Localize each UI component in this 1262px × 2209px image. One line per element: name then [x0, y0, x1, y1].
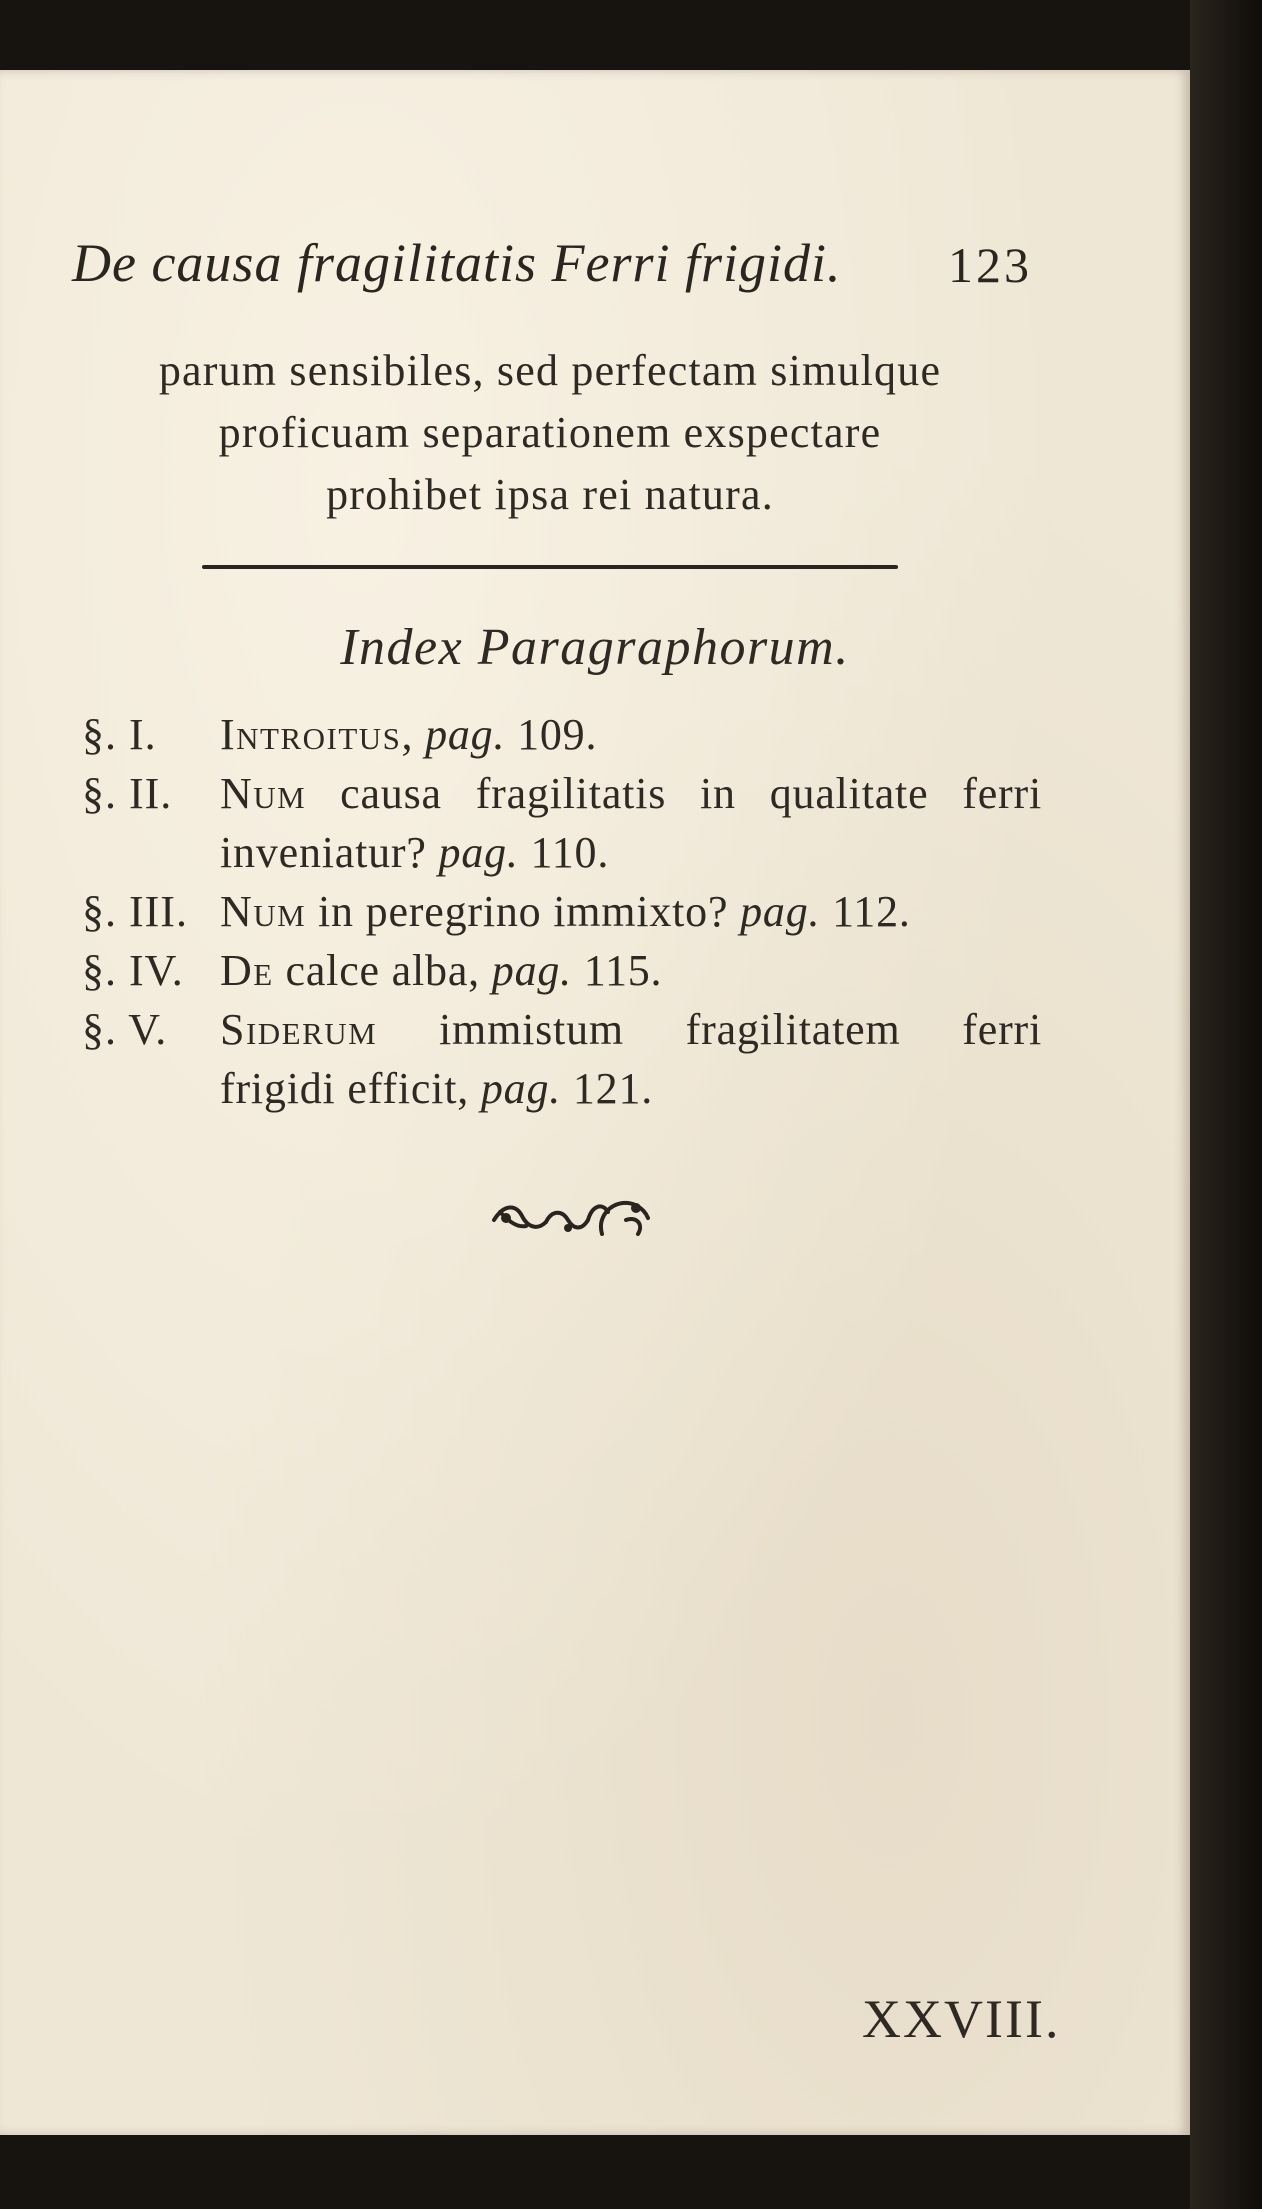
entry-title: Siderum [220, 1005, 378, 1054]
body-line: proficuam separationem exspectare [218, 408, 882, 457]
entry-text: causa fragilitatis in qualitate ferri [306, 769, 1042, 818]
page-abbrev: pag. [425, 710, 506, 759]
entry-title: De [220, 946, 274, 995]
index-entry [82, 1000, 1042, 1118]
section-number: §. III. [82, 887, 188, 936]
entry-title: Introitus [220, 710, 402, 759]
page-number: 123 [948, 237, 1032, 293]
running-head [72, 232, 1032, 302]
index-entry [82, 882, 1042, 941]
index-entry [82, 764, 1042, 882]
entry-page: 112. [832, 887, 911, 936]
fleuron-ornament-icon [486, 1190, 656, 1250]
page-abbrev: pag. [438, 828, 519, 877]
section-rule [202, 565, 898, 569]
page-abbrev: pag. [491, 946, 572, 995]
entry-page: 110. [530, 828, 610, 877]
entry-title: Num [220, 887, 307, 936]
entry-text: in peregrino immixto? [306, 887, 729, 936]
body-line: parum sensibiles, sed perfectam simulque [158, 346, 942, 395]
section-number: §. II. [82, 769, 173, 818]
index-entry [82, 705, 1042, 764]
entry-text-continued: frigidi efficit, [220, 1064, 470, 1113]
section-number: §. IV. [82, 946, 184, 995]
entry-text: calce alba, [273, 946, 480, 995]
entry-page: 115. [583, 946, 663, 995]
entry-text: , [401, 710, 414, 759]
section-number: §. I. [82, 710, 157, 759]
signature-mark: XXVIII. [862, 1989, 1061, 2049]
book-edge [1190, 0, 1262, 2209]
entry-page: 121. [572, 1064, 654, 1113]
index-list [82, 705, 1042, 1118]
section-number: §. V. [82, 1005, 168, 1054]
body-line: prohibet ipsa rei natura. [326, 470, 774, 519]
entry-title: Num [220, 769, 307, 818]
index-entry [82, 941, 1042, 1000]
running-title: De causa fragilitatis Ferri frigidi. [72, 233, 842, 293]
entry-text-continued: inveniatur? [220, 828, 427, 877]
entry-page: 109. [517, 710, 598, 759]
index-title: Index Paragraphorum. [340, 619, 850, 676]
page-abbrev: pag. [480, 1064, 562, 1113]
body-paragraph [100, 340, 1000, 526]
entry-text: immistum fragilitatem ferri [377, 1005, 1042, 1054]
page-abbrev: pag. [740, 887, 821, 936]
